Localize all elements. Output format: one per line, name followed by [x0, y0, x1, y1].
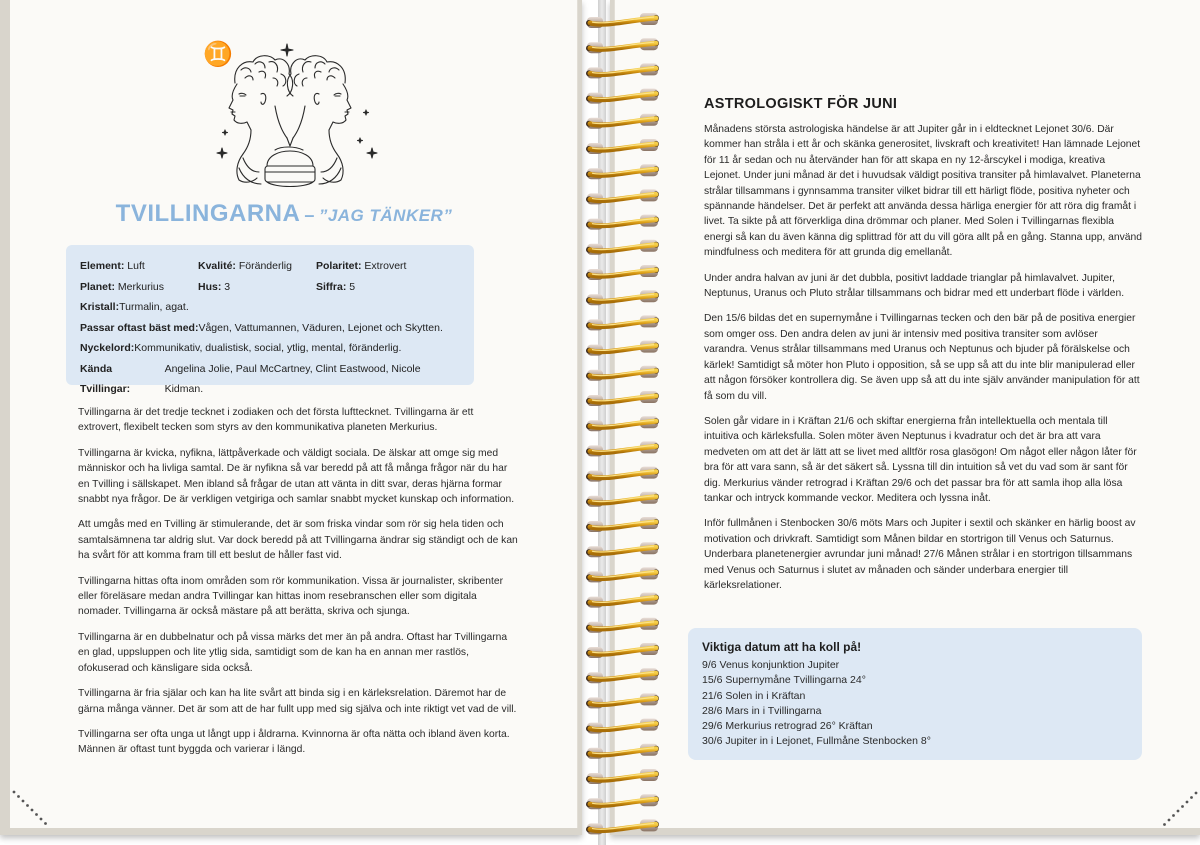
gemini-twins-illustration [195, 38, 385, 198]
info-kristall: Kristall: Turmalin, agat. [80, 301, 189, 313]
date-item: 21/6 Solen in i Kräftan [702, 689, 806, 702]
spiral-ring [586, 89, 659, 104]
spiral-ring [586, 164, 659, 179]
spiral-ring [586, 215, 659, 230]
paragraph: Tvillingarna hittas ofta inom områden som rör kommunikation. Vissa är journalister, skribenter eller föreläsare medan andra Tvillingar kan hittas inom resebranschen eller som digitala nomader. Tvillingarna är också mästare på att berätta, skriva och sjunga. [78, 575, 504, 618]
info-nyckelord: Nyckelord: Kommunikativ, dualistisk, social, ytlig, mental, föränderlig. [80, 342, 402, 354]
gemini-glyph-icon: ♊ [203, 40, 233, 68]
spiral-ring [586, 542, 659, 557]
info-element: Element: Luft [80, 260, 145, 272]
sign-name: TVILLINGARNA [115, 200, 301, 227]
spiral-ring [586, 290, 659, 305]
title-dash: – [304, 205, 315, 225]
spiral-ring [586, 467, 659, 482]
corner-perforation-left [10, 788, 60, 828]
spiral-ring [586, 618, 659, 633]
spiral-ring [586, 744, 659, 759]
sign-title [0, 200, 568, 228]
paragraph: Tvillingarna är kvicka, nyfikna, lättpåverkade och väldigt sociala. De älskar att omge sig med människor och ha livliga samtal. De är nyfikna så var beredd på att få många frågor när du har en Tvilling i sällskapet. Men ibland så frågar de utan att vänta in ditt svar, deras hjärna formar snabbt nya frågor. De är verkligen vetgiriga och samlar snabbt mycket kunskap och information. [78, 447, 515, 506]
monthly-heading: ASTROLOGISKT FÖR JUNI [704, 96, 898, 112]
spiral-ring [586, 114, 659, 129]
spiral-ring [586, 38, 659, 53]
spiral-binding [560, 0, 660, 845]
date-item: 30/6 Jupiter in i Lejonet, Fullmåne Stenbocken 8° [702, 735, 931, 748]
paragraph: Tvillingarna är fria själar och kan ha lite svårt att binda sig i en kärleksrelation. Däremot har de gärna många vänner. Det är som att de har fullt upp med sig själva och inte riktigt vet vad de vill. [78, 688, 517, 715]
spiral-ring [586, 416, 659, 431]
spiral-ring [586, 517, 659, 532]
spiral-ring [586, 643, 659, 658]
sign-motto: ”JAG TÄNKER” [318, 206, 453, 225]
spiral-ring [586, 265, 659, 280]
spiral-ring [586, 794, 659, 809]
spiral-ring [586, 63, 659, 78]
paragraph: Tvillingarna ser ofta unga ut långt upp i åldrarna. Kvinnorna är ofta nätta och ibland även korta. Männen är oftast tunt byggda och varierar i längd. [78, 728, 510, 756]
spiral-ring [586, 593, 659, 608]
dates-list [702, 658, 1128, 750]
spiral-ring [586, 391, 659, 406]
paragraph: Att umgås med en Tvilling är stimulerande, det är som friska vindar som rör sig hela tiden och samtalsämnena tar aldrig slut. Var dock beredd på att Tvillingarna ändrar sig ständigt och de kan ha svårt för att komma fram till ett beslut de håller fast vid. [78, 519, 518, 562]
info-passar: Passar oftast bäst med: Vågen, Vattumannen, Väduren, Lejonet och Skytten. [80, 321, 443, 334]
spiral-ring [586, 341, 659, 356]
sign-description [78, 405, 518, 768]
spiral-ring [586, 139, 659, 154]
spiral-ring [586, 668, 659, 683]
info-row-2 [80, 277, 460, 298]
info-polaritet: Polaritet: Extrovert [316, 260, 407, 272]
sign-info-box [66, 245, 474, 395]
spiral-ring [586, 819, 659, 834]
paragraph: Tvillingarna är det tredje tecknet i zodiaken och det första lufttecknet. Tvillingarna är ett extrovert, flexibelt tecken som styrs av den kommunikativa planeten Merkurius. [78, 407, 474, 434]
dates-title: Viktiga datum att ha koll på! [702, 640, 862, 654]
info-kanda: Kända Tvillingar: Angelina Jolie, Paul McCartney, Clint Eastwood, Nicole Kidman. [80, 362, 421, 395]
spiral-ring [586, 693, 659, 708]
spiral-ring [586, 719, 659, 734]
paragraph: Inför fullmånen i Stenbocken 30/6 möts Mars och Jupiter i sextil och skänker en härlig boost av motivation och drivkraft. Samtidigt som Månen bildar en stortrigon till Venus och Saturnus. Underbara planetenergier avrundar juni månad! 27/6 Månen strålar i en stortrigon tillsammans med Venus och Saturnus i slutet av månaden och sänder underbara energier till kärleksrelationer. [704, 518, 1136, 591]
date-item: 9/6 Venus konjunktion Jupiter [702, 659, 840, 671]
spiral-ring [586, 13, 659, 28]
info-hus: Hus: 3 [198, 280, 231, 293]
paragraph: Tvillingarna är en dubbelnatur och på vissa märks det mer än på andra. Oftast har Tvillingarna en glad, uppsluppen och lite ytlig sida, samtidigt som de kan ha en annan mer rastlös, ofokuserad och känsligare sida också. [78, 631, 508, 674]
spiral-ring [586, 567, 659, 582]
paragraph: Månadens största astrologiska händelse är att Jupiter går in i eldtecknet Lejonet 30/6. Där kommer han stråla i ett år och skänka generositet, livskraft och kreativitet! Han lämnade Lejonet för 11 år sedan och nu återvänder han för att skapa en ny 12-årscykel i modiga, kreativa Lejonet. Under juni månad är det i huvudsak väldigt positiva transiter på himlavalvet. Planeterna strålar tillsammans i gynnsamma transiter vilket bidrar till ett härligt flöde, positiva nyheter och spännande händelser. Det är perfekt att använda dessa härliga energier för att röra dig framåt i livet. Ta sikte på att förverkliga dina drömmar och planer. Med Solen i Tvillingarnas flexibla energi så kan du även känna dig splittrad för att du vill göra allt på en gång. Stanna upp, använd mindfulness och meditera för att grunda dig emellanåt. [704, 124, 1142, 259]
date-item: 15/6 Supernymåne Tvillingarna 24° [702, 674, 866, 687]
info-siffra: Siffra: 5 [316, 280, 356, 293]
spiral-ring [586, 240, 659, 255]
info-row-1 [80, 256, 460, 277]
paragraph: Solen går vidare in i Kräftan 21/6 och skiftar energierna från intellektuella och mentala till intuitiva och kärleksfulla. Solen möter även Neptunus i kvadratur och det är bra att vara medveten om att det är lätt att se livet med alltför rosa glasögon! Om något eller någon låter för bra för att vara sann, så är det säkert så. Lyssna till din intuition så vet du vad som är sant för dig. Merkurius vänder retrograd i Kräftan 29/6 och det passar bra för att samla ihop alla lösa tankar och intryck kommande veckor. Meditera och lyssna inåt. [704, 415, 1137, 504]
paragraph: Den 15/6 bildas det en supernymåne i Tvillingarnas tecken och den bär på de positiva energier som omger oss. Den andra delen av juni är intensiv med positiva transiter som avlöser varandra. Venus strålar tillsammans med Uranus och Neptunus och bjuder på förälskelse och kärlek! Samtidigt så möter hon Pluto i opposition, så se upp så att du inte blir manipulerad eller att någon försöker kontrollera dig. Se även upp så att du inte själv använder manipulation för att få som du vill. [704, 313, 1140, 402]
info-planet: Planet: Merkurius [80, 280, 165, 293]
spiral-ring [586, 315, 659, 330]
spiral-ring [586, 366, 659, 381]
monthly-astrology-text [704, 122, 1144, 603]
corner-perforation-right [1152, 790, 1200, 830]
paragraph: Under andra halvan av juni är det dubbla, positivt laddade trianglar på himlavalvet. Jupiter, Neptunus, Uranus och Pluto strålar tillsammans och bidrar med ett underbart flöde i världen. [704, 272, 1125, 300]
spiral-ring [586, 441, 659, 456]
spiral-ring [586, 189, 659, 204]
info-kvalite: Kvalité: Föränderlig [198, 260, 292, 272]
spiral-ring [586, 769, 659, 784]
important-dates-box [688, 628, 1142, 760]
spiral-ring [586, 492, 659, 507]
date-item: 28/6 Mars in i Tvillingarna [702, 704, 822, 717]
date-item: 29/6 Merkurius retrograd 26° Kräftan [702, 720, 873, 733]
